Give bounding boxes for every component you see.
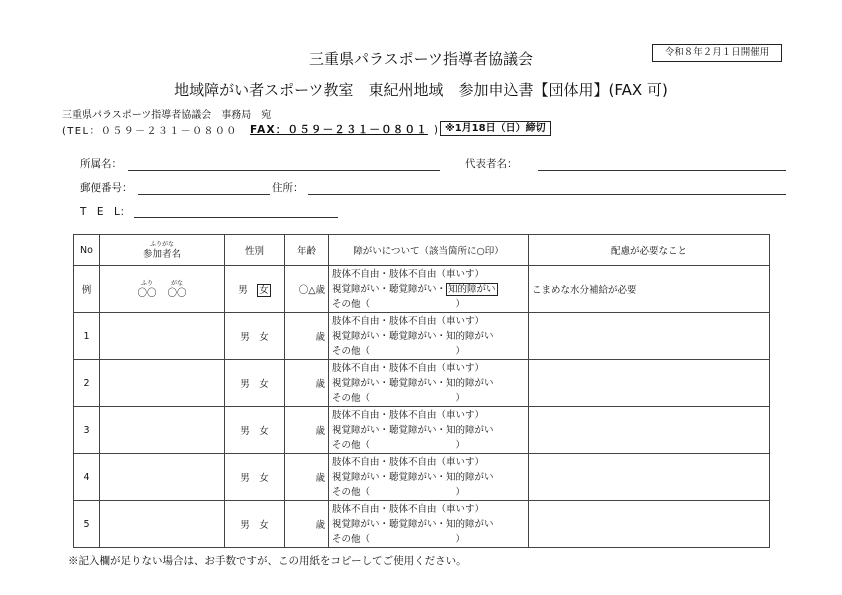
example-dis-line3: その他（ ） (332, 298, 466, 310)
row-notes-cell[interactable] (529, 407, 770, 454)
fax-close-paren: ) (433, 124, 440, 136)
row-dis-line2: 視覚障がい・聴覚障がい・知的障がい (332, 330, 494, 342)
example-dis-line2a: 視覚障がい・聴覚障がい・ (332, 283, 447, 295)
example-ruby-2: がな (171, 280, 184, 287)
example-ruby-1: ふり (140, 280, 153, 287)
tel-number: (TEL：０５９－２３１－０８００ (62, 126, 238, 137)
row-dis-line2: 視覚障がい・聴覚障がい・知的障がい (332, 424, 494, 436)
representative-field[interactable] (538, 170, 786, 171)
example-disability (329, 266, 529, 313)
header-disability: 障がいについて（該当箇所に○印） (329, 235, 529, 266)
row-age[interactable]: 歳 (285, 407, 329, 454)
affiliation-field[interactable] (128, 170, 440, 171)
row-name-cell[interactable] (100, 407, 225, 454)
row-disability[interactable] (329, 407, 529, 454)
row-dis-line1: 肢体不自由・肢体不自由（車いす） (332, 456, 485, 468)
example-gender (225, 266, 285, 313)
row-dis-line2: 視覚障がい・聴覚障がい・知的障がい (332, 518, 494, 530)
row-dis-line3: その他（ ） (332, 439, 466, 451)
header-name-furigana: ふりがな (149, 241, 174, 248)
header-no: No (74, 235, 100, 266)
header-notes: 配慮が必要なこと (529, 235, 770, 266)
example-dis-selected: 知的障がい (448, 283, 496, 295)
row-dis-line3: その他（ ） (332, 533, 466, 545)
participant-table (73, 234, 770, 548)
row-age[interactable]: 歳 (285, 454, 329, 501)
example-gender-female-selected: 女 (259, 285, 269, 296)
deadline-notice: ※1月18日（日）締切 (440, 121, 551, 136)
row-disability[interactable] (329, 501, 529, 548)
row-no: 5 (74, 501, 100, 548)
row-age[interactable]: 歳 (285, 313, 329, 360)
row-age[interactable]: 歳 (285, 360, 329, 407)
fax-number (250, 122, 439, 137)
page-title: 三重県パラスポーツ指導者協議会 (309, 50, 533, 68)
address-field[interactable] (308, 194, 786, 195)
event-date-badge: 令和８年２月１日開催用 (652, 44, 782, 62)
fax-number-text: FAX：０５９－２３１－０８０１ (250, 124, 428, 136)
form-subtitle: 地域障がい者スポーツ教室 東紀州地域 参加申込書【団体用】(FAX 可) (174, 81, 668, 99)
table-row (74, 313, 770, 360)
row-disability[interactable] (329, 454, 529, 501)
header-name (100, 235, 225, 266)
header-name-text: 参加者名 (142, 249, 181, 260)
row-no: 1 (74, 313, 100, 360)
row-dis-line3: その他（ ） (332, 486, 466, 498)
address-label: 住所： (272, 182, 304, 194)
row-age[interactable]: 歳 (285, 501, 329, 548)
example-age: 〇△歳 (285, 266, 329, 313)
row-disability[interactable] (329, 313, 529, 360)
footer-note: ※記入欄が足りない場合は、お手数ですが、この用紙をコピーしてご使用ください。 (68, 555, 467, 567)
row-gender[interactable]: 男 女 (225, 313, 285, 360)
example-dis-line1: 肢体不自由・肢体不自由（車いす） (332, 268, 485, 280)
row-dis-line1: 肢体不自由・肢体不自由（車いす） (332, 503, 485, 515)
row-no: 2 (74, 360, 100, 407)
example-name (100, 266, 225, 313)
row-dis-line1: 肢体不自由・肢体不自由（車いす） (332, 362, 485, 374)
row-dis-line2: 視覚障がい・聴覚障がい・知的障がい (332, 377, 494, 389)
header-name-ruby (143, 240, 181, 260)
row-dis-line1: 肢体不自由・肢体不自由（車いす） (332, 315, 485, 327)
table-row (74, 407, 770, 454)
example-gender-male: 男 (238, 285, 248, 296)
row-notes-cell[interactable] (529, 501, 770, 548)
row-disability[interactable] (329, 360, 529, 407)
recipient-line: 三重県パラスポーツ指導者協議会 事務局 宛 (62, 110, 272, 121)
row-gender[interactable]: 男 女 (225, 407, 285, 454)
table-row (74, 501, 770, 548)
row-gender[interactable]: 男 女 (225, 501, 285, 548)
row-gender[interactable]: 男 女 (225, 454, 285, 501)
row-notes-cell[interactable] (529, 313, 770, 360)
example-name-2: 〇〇 (167, 288, 187, 299)
header-age: 年齢 (285, 235, 329, 266)
example-no: 例 (74, 266, 100, 313)
row-no: 3 (74, 407, 100, 454)
row-dis-line1: 肢体不自由・肢体不自由（車いす） (332, 409, 485, 421)
table-header-row (74, 235, 770, 266)
row-name-cell[interactable] (100, 313, 225, 360)
row-no: 4 (74, 454, 100, 501)
example-name-1: 〇〇 (137, 288, 157, 299)
tel-field[interactable] (134, 217, 338, 218)
affiliation-label: 所属名： (80, 158, 122, 170)
row-name-cell[interactable] (100, 454, 225, 501)
row-gender[interactable]: 男 女 (225, 360, 285, 407)
row-notes-cell[interactable] (529, 360, 770, 407)
row-dis-line3: その他（ ） (332, 345, 466, 357)
row-notes-cell[interactable] (529, 454, 770, 501)
table-row (74, 454, 770, 501)
row-name-cell[interactable] (100, 360, 225, 407)
postal-field[interactable] (138, 194, 270, 195)
example-name-given (137, 279, 156, 299)
tel-label: T E L： (80, 206, 131, 218)
representative-label: 代表者名： (465, 158, 518, 170)
example-row (74, 266, 770, 313)
row-dis-line3: その他（ ） (332, 392, 466, 404)
row-name-cell[interactable] (100, 501, 225, 548)
header-gender: 性別 (225, 235, 285, 266)
postal-label: 郵便番号： (80, 182, 133, 194)
row-dis-line2: 視覚障がい・聴覚障がい・知的障がい (332, 471, 494, 483)
example-notes: こまめな水分補給が必要 (529, 266, 770, 313)
example-dis-line2 (332, 282, 525, 297)
table-row (74, 360, 770, 407)
example-name-family (168, 279, 187, 299)
